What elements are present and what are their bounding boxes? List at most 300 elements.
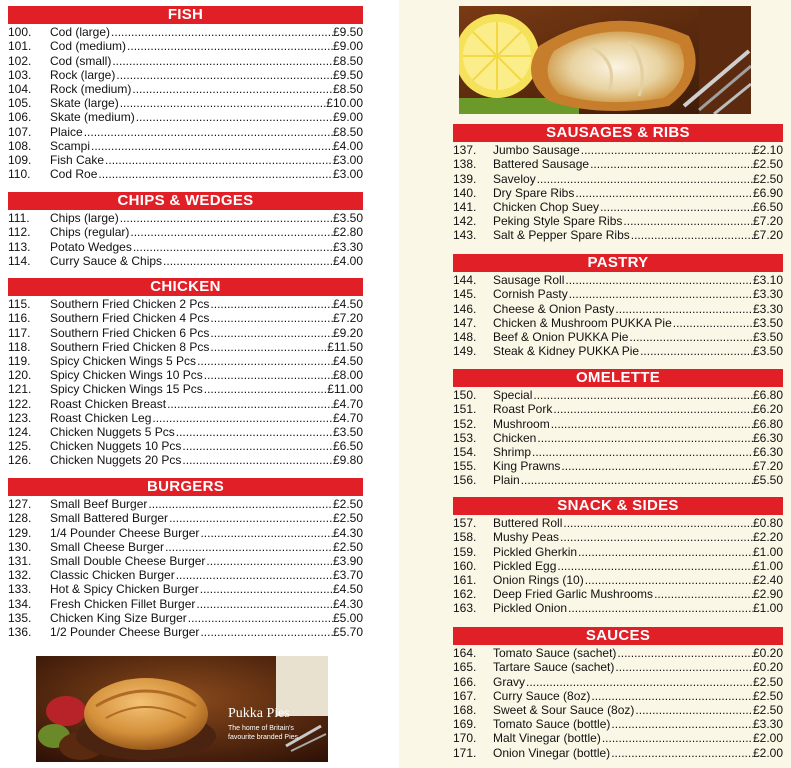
- item-name: Cod (small): [50, 53, 112, 68]
- item-number: 103.: [8, 67, 32, 82]
- menu-item: [8, 382, 363, 396]
- menu-item: [8, 596, 363, 610]
- dot-leader: [575, 186, 753, 200]
- section-header: CHIPS & WEDGES: [8, 192, 363, 210]
- item-number: 171.: [453, 745, 477, 760]
- item-name: Roast Pork: [493, 402, 553, 417]
- menu-item: [8, 53, 363, 67]
- item-number: 128.: [8, 511, 32, 526]
- menu-item: [453, 559, 783, 573]
- dot-leader: [196, 597, 333, 611]
- dot-leader: [615, 660, 753, 674]
- item-number: 115.: [8, 297, 31, 312]
- item-number: 117.: [8, 325, 31, 340]
- item-price: £6.80: [752, 388, 783, 403]
- menu-item: [8, 225, 363, 239]
- fish-and-chips-photo: [459, 6, 751, 114]
- item-number: 166.: [453, 674, 477, 689]
- item-name: Sausage Roll: [493, 273, 565, 288]
- item-price: £5.00: [332, 610, 363, 625]
- menu-item: [453, 745, 783, 759]
- item-number: 122.: [8, 396, 32, 411]
- item-name: Spicy Chicken Wings 15 Pcs: [50, 382, 203, 397]
- menu-item: [453, 646, 783, 660]
- item-price: £3.30: [752, 717, 783, 732]
- item-price: £4.50: [332, 582, 363, 597]
- dot-leader: [591, 689, 753, 703]
- item-name: Peking Style Spare Ribs: [493, 214, 623, 229]
- section-sauces: [453, 627, 783, 760]
- menu-item: [8, 425, 363, 439]
- item-number: 141.: [453, 199, 477, 214]
- item-price: £3.30: [752, 301, 783, 316]
- menu-item: [453, 445, 783, 459]
- item-number: 116.: [8, 311, 31, 326]
- item-price: £2.00: [752, 745, 783, 760]
- item-name: Cod Roe: [50, 167, 98, 182]
- dot-leader: [585, 573, 753, 587]
- item-number: 112.: [8, 225, 31, 240]
- dot-leader: [176, 568, 333, 582]
- menu-item: [8, 453, 363, 467]
- item-name: Buttered Roll: [493, 516, 563, 531]
- item-name: Deep Fried Garlic Mushrooms: [493, 587, 654, 602]
- dot-leader: [136, 110, 333, 124]
- item-price: £2.50: [752, 171, 783, 186]
- dot-leader: [210, 340, 327, 354]
- dot-leader: [600, 200, 753, 214]
- item-number: 149.: [453, 344, 477, 359]
- item-number: 101.: [8, 39, 32, 54]
- item-price: £8.50: [332, 124, 363, 139]
- dot-leader: [631, 228, 753, 242]
- dot-leader: [152, 411, 333, 425]
- item-name: Saveloy: [493, 171, 536, 186]
- item-price: £1.00: [752, 601, 783, 616]
- item-price: £5.70: [332, 624, 363, 639]
- item-price: £9.50: [332, 67, 363, 82]
- item-name: Chicken King Size Burger: [50, 610, 187, 625]
- menu-item: [8, 511, 363, 525]
- item-number: 123.: [8, 410, 32, 425]
- item-name: Gravy: [493, 674, 526, 689]
- section-chicken: [8, 278, 363, 467]
- item-name: King Prawns: [493, 459, 561, 474]
- dot-leader: [615, 302, 753, 316]
- item-price: £4.00: [332, 138, 363, 153]
- item-price: £2.50: [752, 674, 783, 689]
- menu-item: [8, 568, 363, 582]
- item-price: £2.50: [752, 688, 783, 703]
- item-name: Curry Sauce (8oz): [493, 688, 591, 703]
- dot-leader: [532, 445, 753, 459]
- menu-item: [453, 689, 783, 703]
- menu-item: [453, 344, 783, 358]
- item-number: 110.: [8, 167, 31, 182]
- dot-leader: [537, 172, 753, 186]
- item-price: £4.70: [332, 410, 363, 425]
- item-price: £6.30: [752, 430, 783, 445]
- item-number: 139.: [453, 171, 477, 186]
- menu-item: [8, 497, 363, 511]
- dot-leader: [98, 167, 333, 181]
- menu-item: [453, 544, 783, 558]
- item-number: 102.: [8, 53, 32, 68]
- item-number: 143.: [453, 228, 477, 243]
- item-name: Chips (large): [50, 211, 119, 226]
- item-price: £6.50: [332, 439, 363, 454]
- dot-leader: [578, 545, 753, 559]
- menu-item: [8, 25, 363, 39]
- menu-item: [8, 211, 363, 225]
- dot-leader: [557, 559, 753, 573]
- menu-item: [453, 157, 783, 171]
- item-name: Cornish Pasty: [493, 287, 568, 302]
- item-name: Tartare Sauce (sachet): [493, 660, 615, 675]
- menu-item: [8, 82, 363, 96]
- dot-leader: [148, 497, 333, 511]
- menu-item: [453, 214, 783, 228]
- menu-item: [453, 573, 783, 587]
- menu-item: [453, 402, 783, 416]
- item-name: Fresh Chicken Fillet Burger: [50, 596, 196, 611]
- item-price: £7.20: [332, 311, 363, 326]
- menu-item: [453, 473, 783, 487]
- item-name: Chicken: [493, 430, 537, 445]
- item-number: 140.: [453, 185, 477, 200]
- menu-item: [453, 674, 783, 688]
- item-number: 150.: [453, 388, 477, 403]
- dot-leader: [629, 330, 753, 344]
- menu-item: [8, 239, 363, 253]
- item-name: Malt Vinegar (bottle): [493, 731, 601, 746]
- dot-leader: [565, 273, 753, 287]
- item-price: £3.30: [332, 239, 363, 254]
- dot-leader: [581, 143, 753, 157]
- item-price: £3.50: [752, 344, 783, 359]
- item-price: £1.00: [752, 544, 783, 559]
- menu-item: [453, 171, 783, 185]
- item-name: Rock (medium): [50, 81, 132, 96]
- item-number: 145.: [453, 287, 477, 302]
- item-name: Cod (medium): [50, 39, 127, 54]
- menu-item: [453, 703, 783, 717]
- right-menu-column: [399, 0, 791, 768]
- item-price: £3.50: [332, 424, 363, 439]
- menu-item: [453, 601, 783, 615]
- section-fish: [8, 6, 363, 181]
- item-name: Chips (regular): [50, 225, 130, 240]
- menu-item: [8, 554, 363, 568]
- menu-item: [453, 301, 783, 315]
- item-number: 107.: [8, 124, 32, 139]
- item-number: 119.: [8, 353, 31, 368]
- pukka-pies-tagline: The home of Britain's favourite branded Pies: [228, 725, 299, 741]
- item-number: 113.: [8, 239, 31, 254]
- dot-leader: [602, 731, 753, 745]
- item-number: 130.: [8, 539, 32, 554]
- pukka-pies-photo: [36, 656, 328, 762]
- item-number: 131.: [8, 553, 32, 568]
- item-name: Special: [493, 388, 533, 403]
- dot-leader: [640, 344, 753, 358]
- item-name: Tomato Sauce (bottle): [493, 717, 611, 732]
- item-price: £11.50: [327, 339, 363, 354]
- item-price: £2.90: [752, 587, 783, 602]
- dot-leader: [635, 703, 753, 717]
- menu-item: [453, 431, 783, 445]
- dot-leader: [182, 453, 333, 467]
- item-price: £1.00: [752, 558, 783, 573]
- item-name: Plain: [493, 473, 520, 488]
- item-price: £7.20: [752, 459, 783, 474]
- item-price: £9.00: [332, 39, 363, 54]
- item-name: Chicken Chop Suey: [493, 199, 600, 214]
- item-number: 129.: [8, 525, 32, 540]
- item-price: £10.00: [326, 96, 363, 111]
- section-header: OMELETTE: [453, 369, 783, 387]
- item-number: 124.: [8, 424, 32, 439]
- item-name: Onion Rings (10): [493, 572, 584, 587]
- dot-leader: [84, 125, 333, 139]
- dot-leader: [611, 746, 753, 760]
- item-name: Potato Wedges: [50, 239, 132, 254]
- item-price: £3.30: [752, 287, 783, 302]
- item-name: Skate (large): [50, 96, 119, 111]
- dot-leader: [167, 397, 333, 411]
- item-price: £4.30: [332, 525, 363, 540]
- dot-leader: [568, 601, 753, 615]
- item-number: 162.: [453, 587, 477, 602]
- item-price: £6.50: [752, 199, 783, 214]
- item-number: 106.: [8, 110, 32, 125]
- dot-leader: [127, 39, 333, 53]
- dot-leader: [165, 540, 333, 554]
- item-name: Beef & Onion PUKKA Pie: [493, 329, 629, 344]
- section-snacks: [453, 497, 783, 615]
- item-name: Rock (large): [50, 67, 116, 82]
- item-price: £2.40: [752, 572, 783, 587]
- dot-leader: [560, 530, 753, 544]
- item-number: 126.: [8, 453, 32, 468]
- item-name: Chicken Nuggets 20 Pcs: [50, 453, 182, 468]
- item-name: Roast Chicken Breast: [50, 396, 167, 411]
- item-name: Small Beef Burger: [50, 497, 148, 512]
- section-header: BURGERS: [8, 478, 363, 496]
- item-price: £9.50: [332, 25, 363, 40]
- item-name: Cheese & Onion Pasty: [493, 301, 615, 316]
- item-name: Fish Cake: [50, 152, 105, 167]
- item-price: £5.50: [752, 473, 783, 488]
- item-price: £3.00: [332, 152, 363, 167]
- menu-item: [453, 186, 783, 200]
- item-price: £3.50: [752, 315, 783, 330]
- item-name: Scampi: [50, 138, 91, 153]
- item-number: 147.: [453, 315, 477, 330]
- menu-item: [453, 287, 783, 301]
- section-chips: [8, 192, 363, 268]
- menu-item: [8, 139, 363, 153]
- dot-leader: [551, 417, 753, 431]
- dot-leader: [163, 254, 333, 268]
- dot-leader: [133, 240, 333, 254]
- item-name: Salt & Pepper Spare Ribs: [493, 228, 630, 243]
- section-header: SAUSAGES & RIBS: [453, 124, 783, 142]
- menu-item: [8, 297, 363, 311]
- item-number: 169.: [453, 717, 477, 732]
- item-number: 100.: [8, 25, 32, 40]
- item-number: 109.: [8, 152, 32, 167]
- dot-leader: [112, 54, 333, 68]
- item-name: Skate (medium): [50, 110, 135, 125]
- dot-leader: [176, 425, 333, 439]
- dot-leader: [521, 473, 753, 487]
- item-number: 111.: [8, 211, 30, 226]
- menu-item: [453, 459, 783, 473]
- item-number: 155.: [453, 459, 477, 474]
- item-number: 146.: [453, 301, 477, 316]
- item-price: £6.80: [752, 416, 783, 431]
- item-number: 163.: [453, 601, 477, 616]
- item-price: £0.80: [752, 516, 783, 531]
- menu-item: [8, 540, 363, 554]
- item-number: 121.: [8, 382, 32, 397]
- dot-leader: [120, 96, 327, 110]
- section-header: PASTRY: [453, 254, 783, 272]
- dot-leader: [200, 582, 333, 596]
- item-name: Tomato Sauce (sachet): [493, 646, 617, 661]
- item-number: 164.: [453, 646, 477, 661]
- menu-item: [453, 530, 783, 544]
- section-pastry: [453, 254, 783, 358]
- dot-leader: [120, 211, 333, 225]
- menu-item: [8, 340, 363, 354]
- menu-item: [453, 143, 783, 157]
- item-price: £0.20: [752, 646, 783, 661]
- dot-leader: [210, 326, 333, 340]
- item-price: £4.30: [332, 596, 363, 611]
- item-number: 167.: [453, 688, 477, 703]
- section-header: SNACK & SIDES: [453, 497, 783, 515]
- dot-leader: [526, 675, 753, 689]
- menu-item: [453, 330, 783, 344]
- item-price: £8.50: [332, 81, 363, 96]
- item-number: 136.: [8, 624, 32, 639]
- dot-leader: [611, 717, 753, 731]
- fish-image-icon: [459, 6, 751, 114]
- item-name: Southern Fried Chicken 2 Pcs: [50, 297, 210, 312]
- section-sausages: [453, 124, 783, 242]
- dot-leader: [533, 388, 753, 402]
- item-name: Shrimp: [493, 444, 532, 459]
- item-price: £2.10: [752, 143, 783, 158]
- item-number: 144.: [453, 273, 477, 288]
- dot-leader: [116, 68, 333, 82]
- item-price: £8.50: [332, 53, 363, 68]
- item-price: £2.50: [332, 539, 363, 554]
- item-name: Small Double Cheese Burger: [50, 553, 206, 568]
- section-header: SAUCES: [453, 627, 783, 645]
- item-price: £9.20: [332, 325, 363, 340]
- item-price: £6.30: [752, 444, 783, 459]
- item-name: Sweet & Sour Sauce (8oz): [493, 702, 635, 717]
- menu-item: [8, 439, 363, 453]
- item-number: 132.: [8, 568, 32, 583]
- menu-item: [8, 525, 363, 539]
- item-number: 168.: [453, 702, 477, 717]
- item-price: £3.50: [752, 329, 783, 344]
- item-name: Jumbo Sausage: [493, 143, 580, 158]
- item-name: Spicy Chicken Wings 10 Pcs: [50, 368, 203, 383]
- section-header: FISH: [8, 6, 363, 24]
- item-name: Cod (large): [50, 25, 111, 40]
- menu-item: [8, 110, 363, 124]
- menu-item: [8, 167, 363, 181]
- item-price: £2.50: [332, 497, 363, 512]
- item-price: £2.00: [752, 731, 783, 746]
- item-name: Mushroom: [493, 416, 550, 431]
- left-menu-column: [0, 0, 393, 768]
- dot-leader: [130, 225, 333, 239]
- dot-leader: [188, 611, 333, 625]
- dot-leader: [197, 354, 333, 368]
- menu-item: [8, 368, 363, 382]
- item-price: £3.90: [332, 553, 363, 568]
- dot-leader: [132, 82, 333, 96]
- dot-leader: [200, 526, 333, 540]
- menu-item: [8, 68, 363, 82]
- dot-leader: [182, 439, 333, 453]
- item-price: £2.50: [752, 157, 783, 172]
- item-name: Dry Spare Ribs: [493, 185, 575, 200]
- dot-leader: [654, 587, 753, 601]
- menu-item: [8, 396, 363, 410]
- item-price: £2.50: [752, 702, 783, 717]
- dot-leader: [200, 625, 333, 639]
- dot-leader: [537, 431, 753, 445]
- menu-item: [8, 311, 363, 325]
- item-number: 159.: [453, 544, 477, 559]
- menu-item: [453, 388, 783, 402]
- menu-item: [453, 660, 783, 674]
- item-number: 160.: [453, 558, 477, 573]
- dot-leader: [204, 382, 327, 396]
- item-price: £3.70: [332, 568, 363, 583]
- dot-leader: [617, 646, 753, 660]
- item-price: £3.10: [752, 273, 783, 288]
- menu-item: [8, 124, 363, 138]
- item-name: Southern Fried Chicken 4 Pcs: [50, 311, 210, 326]
- item-number: 156.: [453, 473, 477, 488]
- item-price: £2.80: [332, 225, 363, 240]
- dot-leader: [569, 287, 753, 301]
- item-price: £9.80: [332, 453, 363, 468]
- item-number: 148.: [453, 329, 477, 344]
- item-number: 151.: [453, 402, 477, 417]
- menu-item: [8, 325, 363, 339]
- item-name: Pickled Gherkin: [493, 544, 578, 559]
- dot-leader: [673, 316, 753, 330]
- item-price: £0.20: [752, 660, 783, 675]
- menu-item: [8, 254, 363, 268]
- item-number: 118.: [8, 339, 31, 354]
- item-number: 127.: [8, 497, 32, 512]
- item-price: £7.20: [752, 228, 783, 243]
- section-burgers: [8, 478, 363, 639]
- item-name: Plaice: [50, 124, 83, 139]
- item-price: £3.00: [332, 167, 363, 182]
- item-price: £4.00: [332, 253, 363, 268]
